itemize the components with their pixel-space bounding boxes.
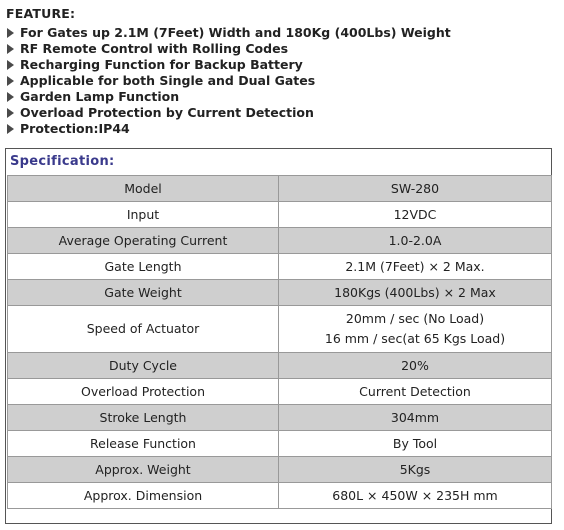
table-row: [8, 379, 552, 405]
spec-label: Release Function: [8, 431, 279, 457]
triangle-bullet-icon: [7, 28, 14, 38]
feature-item-text: Applicable for both Single and Dual Gates: [20, 73, 316, 88]
feature-item-text: Overload Protection by Current Detection: [20, 105, 314, 120]
feature-item: [6, 89, 451, 105]
spec-label: Approx. Dimension: [8, 483, 279, 509]
triangle-bullet-icon: [7, 92, 14, 102]
spec-value: 20%: [279, 353, 552, 379]
feature-item-text: For Gates up 2.1M (7Feet) Width and 180Kg (400Lbs) Weight: [20, 25, 451, 40]
triangle-bullet-icon: [7, 60, 14, 70]
specification-panel: [5, 148, 552, 524]
table-row: [8, 457, 552, 483]
spec-label: Gate Weight: [8, 280, 279, 306]
triangle-bullet-icon: [7, 108, 14, 118]
feature-item: [6, 73, 451, 89]
feature-item-text: Recharging Function for Backup Battery: [20, 57, 303, 72]
spec-value: [279, 306, 552, 353]
spec-value: 5Kgs: [279, 457, 552, 483]
spec-label: Speed of Actuator: [8, 306, 279, 353]
feature-list: [6, 25, 451, 137]
feature-item: [6, 105, 451, 121]
spec-label: Average Operating Current: [8, 228, 279, 254]
spec-label: Stroke Length: [8, 405, 279, 431]
triangle-bullet-icon: [7, 76, 14, 86]
feature-item-text: Protection:IP44: [20, 121, 130, 136]
table-row: [8, 280, 552, 306]
spec-value: 180Kgs (400Lbs) × 2 Max: [279, 280, 552, 306]
feature-item: [6, 121, 451, 137]
spec-value: By Tool: [279, 431, 552, 457]
spec-label: Overload Protection: [8, 379, 279, 405]
spec-value: SW-280: [279, 176, 552, 202]
table-row: [8, 202, 552, 228]
spec-label: Gate Length: [8, 254, 279, 280]
table-row: [8, 176, 552, 202]
feature-item-text: Garden Lamp Function: [20, 89, 180, 104]
spec-value-line: 20mm / sec (No Load): [345, 311, 485, 326]
feature-item: [6, 41, 451, 57]
feature-item: [6, 57, 451, 73]
spec-value-line: 16 mm / sec(at 65 Kgs Load): [324, 331, 506, 346]
triangle-bullet-icon: [7, 44, 14, 54]
specification-table: [7, 175, 552, 509]
table-row: [8, 228, 552, 254]
feature-title: FEATURE:: [6, 6, 76, 21]
spec-value: 680L × 450W × 235H mm: [279, 483, 552, 509]
table-row: [8, 353, 552, 379]
table-row: [8, 483, 552, 509]
feature-item-text: RF Remote Control with Rolling Codes: [20, 41, 289, 56]
spec-label: Duty Cycle: [8, 353, 279, 379]
table-row: [8, 431, 552, 457]
spec-value: Current Detection: [279, 379, 552, 405]
triangle-bullet-icon: [7, 124, 14, 134]
spec-label: Input: [8, 202, 279, 228]
spec-value: 304mm: [279, 405, 552, 431]
spec-label: Approx. Weight: [8, 457, 279, 483]
specification-title: Specification:: [10, 154, 115, 169]
spec-value: 12VDC: [279, 202, 552, 228]
feature-item: [6, 25, 451, 41]
table-row: [8, 254, 552, 280]
spec-label: Model: [8, 176, 279, 202]
spec-value: 2.1M (7Feet) × 2 Max.: [279, 254, 552, 280]
spec-value: 1.0-2.0A: [279, 228, 552, 254]
table-row: [8, 306, 552, 353]
table-row: [8, 405, 552, 431]
